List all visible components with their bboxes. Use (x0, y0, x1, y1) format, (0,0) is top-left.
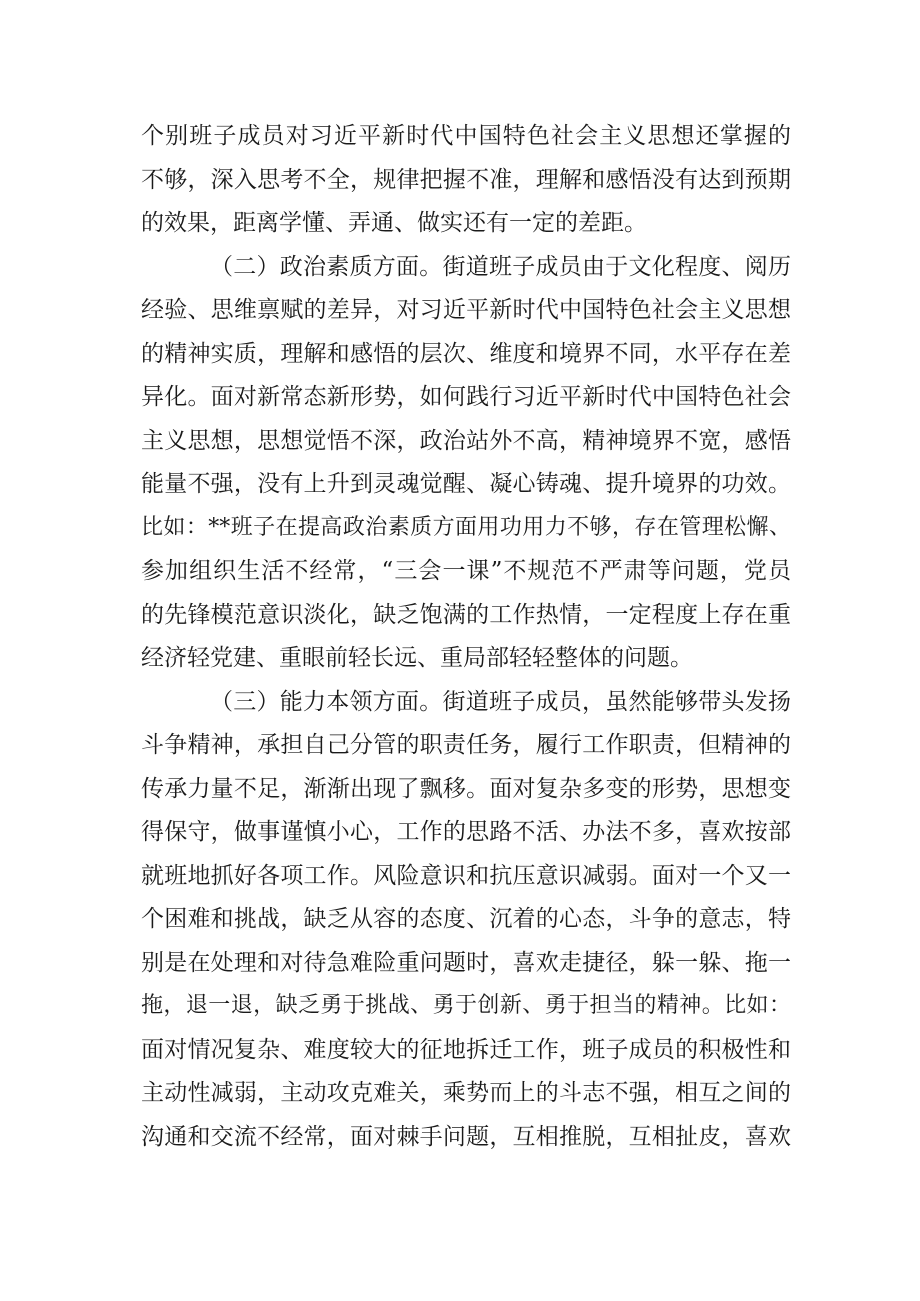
text-line: 参加组织生活不经常，“三会一课”不规范不严肃等问题，党员 (141, 558, 791, 584)
text-line: 个困难和挑战，缺乏从容的态度、沉着的心态，斗争的意志，特 (141, 906, 791, 932)
text-line: 斗争精神，承担自己分管的职责任务，履行工作职责，但精神的 (141, 732, 791, 758)
text-line: 不够，深入思考不全，规律把握不准，理解和感悟没有达到预期 (141, 167, 791, 193)
text-line: 个别班子成员对习近平新时代中国特色社会主义思想还掌握的 (141, 123, 791, 149)
text-line: 的先锋模范意识淡化，缺乏饱满的工作热情，一定程度上存在重 (141, 602, 791, 628)
text-line: 经验、思维禀赋的差异，对习近平新时代中国特色社会主义思想 (141, 297, 791, 323)
text-line: 拖，退一退，缺乏勇于挑战、勇于创新、勇于担当的精神。比如： (141, 993, 791, 1018)
text-line: 面对情况复杂、难度较大的征地拆迁工作，班子成员的积极性和 (141, 1037, 791, 1063)
text-line: 的效果，距离学懂、弄通、做实还有一定的差距。 (141, 210, 647, 236)
paragraph-heading-line: （三）能力本领方面。街道班子成员，虽然能够带头发扬 (210, 689, 791, 715)
text-line: 能量不强，没有上升到灵魂觉醒、凝心铸魂、提升境界的功效。 (141, 471, 791, 497)
text-line: 别是在处理和对待急难险重问题时，喜欢走捷径，躲一躲、拖一 (141, 950, 791, 976)
text-line: 异化。面对新常态新形势，如何践行习近平新时代中国特色社会 (141, 384, 791, 410)
text-line: 的精神实质，理解和感悟的层次、维度和境界不同，水平存在差 (141, 341, 791, 367)
text-line: 得保守，做事谨慎小心，工作的思路不活、办法不多，喜欢按部 (141, 819, 791, 845)
text-line: 就班地抓好各项工作。风险意识和抗压意识减弱。面对一个又一 (141, 863, 791, 889)
text-line: 主动性减弱，主动攻克难关，乘势而上的斗志不强，相互之间的 (141, 1080, 791, 1106)
paragraph-heading-line: （二）政治素质方面。街道班子成员由于文化程度、阅历 (210, 254, 791, 280)
text-line: 主义思想，思想觉悟不深，政治站外不高，精神境界不宽，感悟 (141, 428, 791, 454)
text-line: 经济轻党建、重眼前轻长远、重局部轻轻整体的问题。 (141, 645, 693, 671)
text-line: 比如：**班子在提高政治素质方面用功用力不够，存在管理松懈、 (141, 515, 791, 540)
text-line: 传承力量不足，渐渐出现了飘移。面对复杂多变的形势，思想变 (141, 776, 791, 802)
text-line: 沟通和交流不经常，面对棘手问题，互相推脱，互相扯皮，喜欢 (141, 1124, 791, 1150)
